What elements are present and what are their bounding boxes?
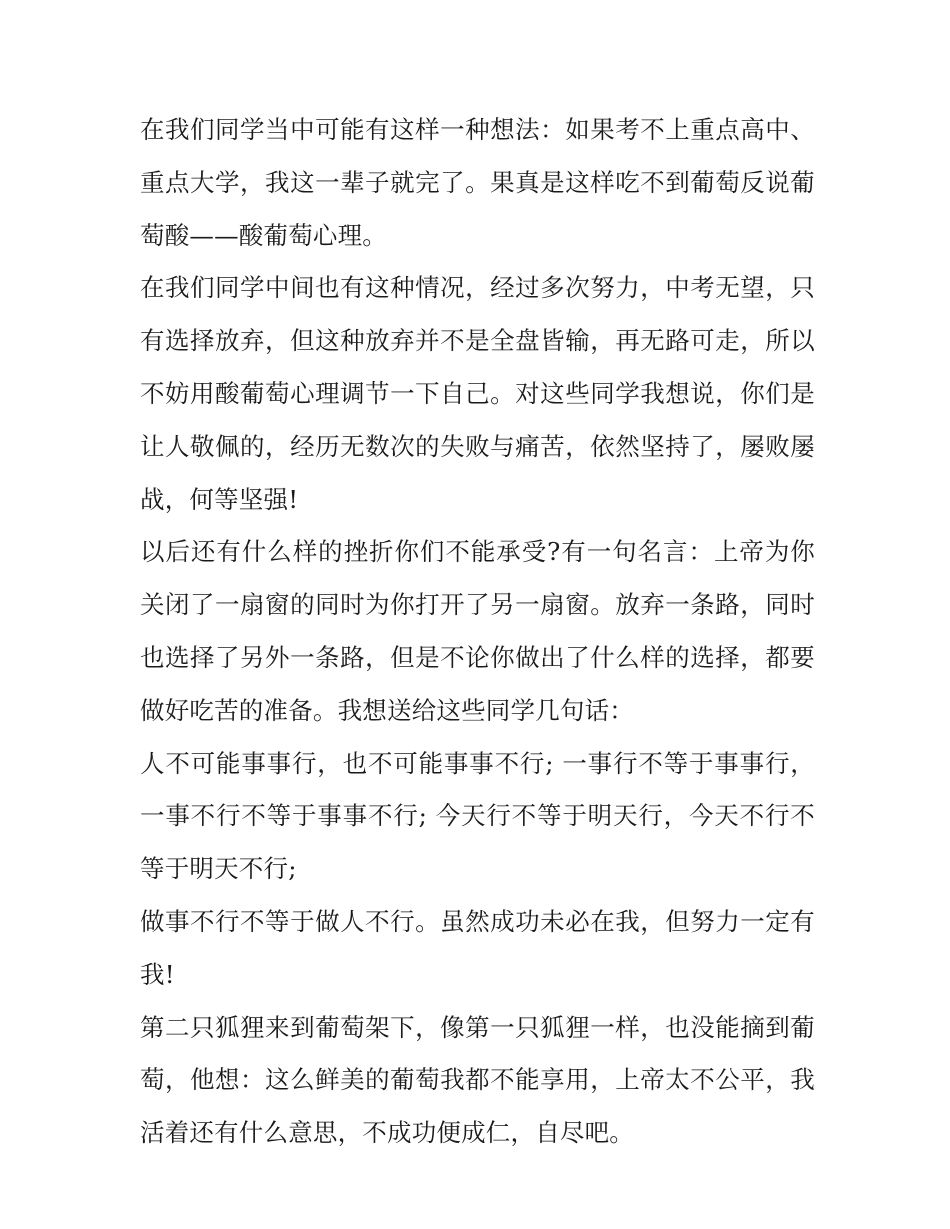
paragraph-4: 人不可能事事行，也不可能事事不行; 一事行不等于事事行，一事不行不等于事事不行; 今天行不等于明天行，今天不行不等于明天不行; — [140, 748, 815, 884]
paragraph-2: 在我们同学中间也有这种情况，经过多次努力，中考无望，只有选择放弃，但这种放弃并不是全盘皆输，再无路可走，所以不妨用酸葡萄心理调节一下自己。对这些同学我想说，你们是让人敬佩的，经历无数次的失败与痛苦，依然坚持了，屡败屡战，何等坚强! — [140, 273, 815, 514]
paragraph-1: 在我们同学当中可能有这样一种想法：如果考不上重点高中、重点大学，我这一辈子就完了。果真是这样吃不到葡萄反说葡萄酸——酸葡萄心理。 — [140, 115, 815, 250]
document-body — [140, 104, 815, 1160]
paragraph-5: 做事不行不等于做人不行。虽然成功未必在我，但努力一定有我! — [140, 906, 815, 989]
paragraph-3: 以后还有什么样的挫折你们不能承受?有一句名言：上帝为你关闭了一扇窗的同时为你打开了另一扇窗。放弃一条路，同时也选择了另外一条路，但是不论你做出了什么样的选择，都要做好吃苦的准备。我想送给这些同学几句话： — [140, 537, 815, 725]
paragraph-6: 第二只狐狸来到葡萄架下，像第一只狐狸一样，也没能摘到葡萄，他想：这么鲜美的葡萄我都不能享用，上帝太不公平，我活着还有什么意思，不成功便成仁，自尽吧。 — [140, 1012, 815, 1148]
